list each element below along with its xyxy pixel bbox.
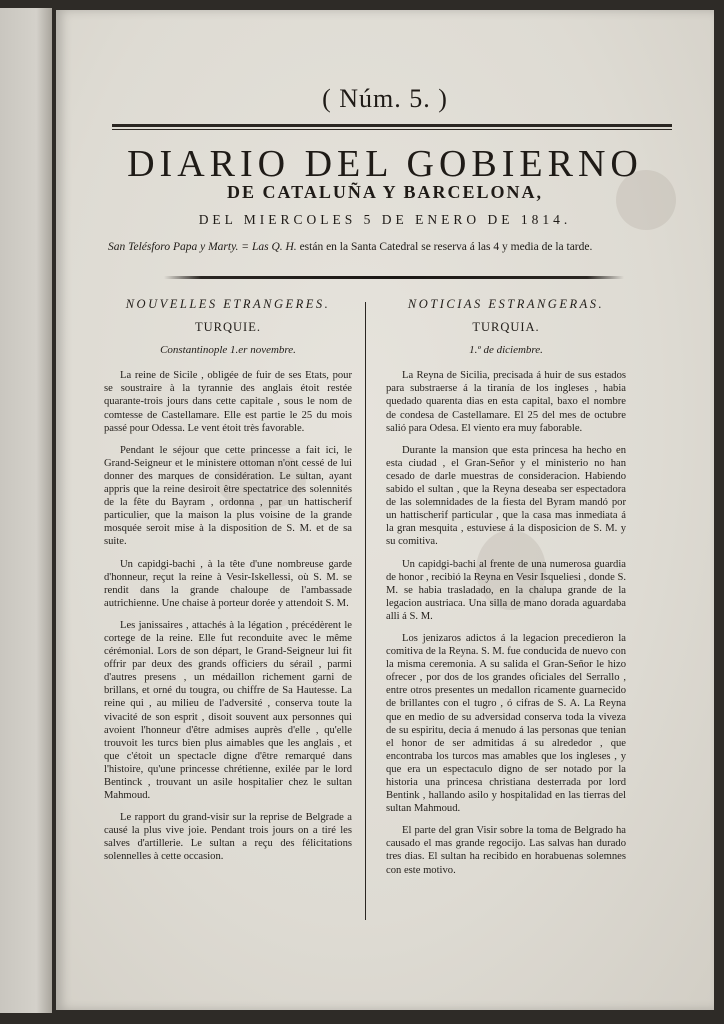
column-dateline: 1.º de diciembre. [469,344,543,357]
column-dateline: Constantinople 1.er novembre. [160,344,296,357]
header-rule-top [112,124,672,127]
issue-number: ( Núm. 5. ) [322,84,448,113]
saints-notice [108,240,676,254]
header-rule-top-thin [112,129,672,130]
article-paragraph: Un capidgi-bachi al frente de una numerosa guardia de honor , recibió la Reyna en Vesir Isqueliesi , donde S. M. se habia trasladado, en la chalupa grande de la legacion austriaca. Una silla de mano dorada aguardaba alli á S. M. [386,558,626,622]
issue-date: DEL MIERCOLES 5 DE ENERO DE 1814. [198,212,572,227]
french-column [104,298,352,873]
saints-italic: San Telésforo Papa y Marty. = Las Q. H. [108,241,297,253]
article-paragraph: Un capidgi-bachi , à la tête d'une nombreuse garde d'honneur, reçut la reine à Vesir-Iskellessi, où S. M. se rendit dans la grande chaloupe de l'ambassade autrichienne. Une chaise à porteur dorée y attendoit S. M. [104,558,352,609]
column-heading: NOUVELLES ETRANGERES. [125,297,331,311]
column-heading: NOTICIAS ESTRANGERAS. [407,297,605,311]
newspaper-subtitle: DE CATALUÑA Y BARCELONA, [226,182,544,202]
article-paragraph: La Reyna de Sicilia, precisada á huir de sus estados para substraerse á la tiranía de los ingleses , habia quedado quarenta dias en esta capital, baxo el nombre de condesa de Castellamare. El 25 del mes de octubre salió para Odesa. El viento era muy faborable. [386,370,626,434]
spanish-column [386,298,626,886]
article-paragraph: La reine de Sicile , obligée de fuir de ses Etats, pour se soustraire à la tyrannie des anglais étoit restée quarante-trois jours dans cette capitale , sous le nom de comtesse de Castellamare. Elle est partie le 25 du mois passé pour Odessa. Le vent étoit très favorable. [104,370,352,434]
article-paragraph: Les janissaires , attachés à la légation , précédèrent le cortege de la reine. Elle fut reconduite avec le même cérémonial. Lors de son départ, le Grand-Seigneur lui fit offrir par deux des grands officiers du sérail , parmi d'autres presens , un médaillon richement garni de brillans, et orné du tougra, ou chiffre de Sa Hautesse. La reine qui , au milieu de l'adversité , conserva toute la vivacité de son esprit , disoit souvent aux personnes qui avoient l'honneur d'être admises auprès d'elle , qu'elle trouvoit les turcs bien plus aimables que les anglais , et que c'étoit un spectacle digne d'être remarqué dans l'histoire, qu'une princesse chrétienne, exilée par le lord Bentinck , trouvant un asile hospitalier chez le sultan Mahmoud. [104,619,352,802]
article-paragraph: Durante la mansion que esta princesa ha hecho en esta ciudad , el Gran-Señor y el ministerio no han cesado de darle muestras de consideracion. Habiendo sabido el sultan , que la Reyna deseaba ser espectadora de las solemnidades de la fiesta del Byram mandó por un hattischerif particular , que la casa mas inmediata á la gran mesquita , estuviese á la disposicion de S. M. y su comitiva. [386,444,626,548]
column-divider [365,302,366,920]
article-paragraph: Pendant le séjour que cette princesse a fait ici, le Grand-Seigneur et le ministere ottoman n'ont cessé de lui donner des marques de considération. Le sultan, ayant appris que la reine desiroit être spectatrice des solennités de la fête du Bayram , ordonna , par un hattischerif particulier, que la maison la plus voisine de la grande mosquée seroit mise à la disposition de S. M. et de sa suite. [104,444,352,548]
column-subheading: TURQUIE. [195,320,261,335]
newspaper-page [56,10,714,1010]
newspaper-title: DIARIO DEL GOBIERNO [127,143,643,185]
article-paragraph: Le rapport du grand-visir sur la reprise de Belgrade a causé la plus vive joie. Pendant trois jours on a tiré les salves d'artillerie. Le sultan a reçu des félicitations solennelles à cette occasion. [104,812,352,863]
header-rule-bottom [164,276,624,279]
saints-rest: están en la Santa Catedral se reserva á las 4 y media de la tarde. [299,241,593,253]
article-paragraph: El parte del gran Visir sobre la toma de Belgrado ha causado el mas grande regocijo. Las salvas han durado tres dias. El sultan ha recibido en horabuenas solemnes con este motivo. [386,825,626,876]
facing-page-edge [0,8,52,1013]
article-paragraph: Los jenizaros adictos á la legacion precedieron la comitiva de la Reyna. S. M. fue conducida de nuevo con la misma ceremonia. A su salida el Gran-Señor le hizo ofrecer , por dos de los grandes oficiales del Serrallo , entre otros presentes un medallon ricamente guarnecido de brillantes con el tugro , ó cifras de S. A. La Reyna que en medio de su adversidad conserva toda la viveza de su espiritu, decia á menudo á las personas que tenian el honor de ser admitidas á su alrededor , que encontraba los turcos mas amables que los ingleses , y que era un espectaculo digno de ser notado por la historia una princesa christiana desterrada por lord Bentink , hallando asilo y hospitalidad en las tierras del sultan Mahmoud. [386,632,626,815]
column-subheading: TURQUIA. [472,320,540,335]
